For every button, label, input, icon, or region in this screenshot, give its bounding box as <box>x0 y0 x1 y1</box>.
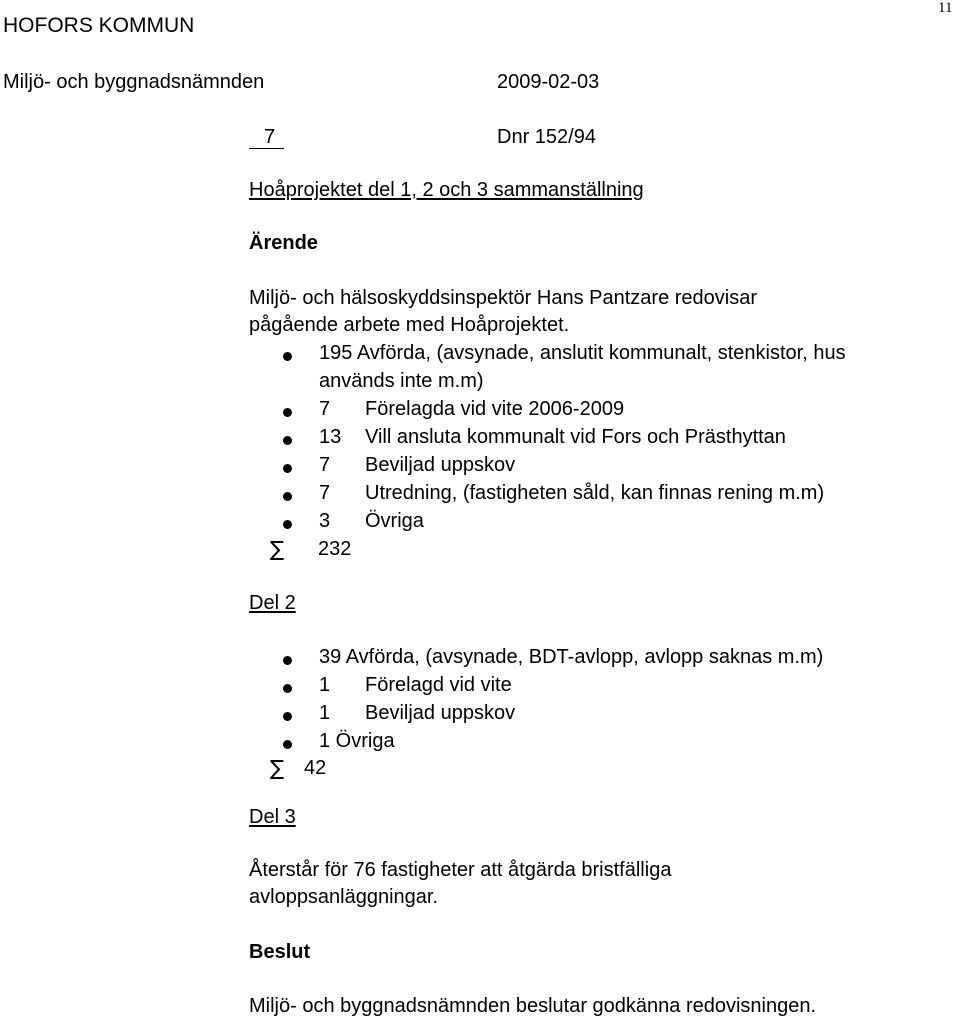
del2-item-4-text: 1 Övriga <box>319 730 395 752</box>
del1-item-5-count: 7 <box>319 482 331 504</box>
arende-intro-line1: Miljö- och hälsoskyddsinspektör Hans Pantzare redovisar <box>249 287 758 309</box>
bullet-dot <box>283 492 292 501</box>
committee-name: Miljö- och byggnadsnämnden <box>3 71 265 93</box>
organization-name: HOFORS KOMMUN <box>3 14 195 37</box>
del3-heading: Del 3 <box>249 806 296 828</box>
del1-item-2-count: 7 <box>319 398 331 420</box>
del2-item-1-text: 39 Avförda, (avsynade, BDT-avlopp, avlopp saknas m.m) <box>319 646 824 668</box>
del1-item-1-line1: 195 Avförda, (avsynade, anslutit kommunalt, stenkistor, hus <box>319 342 846 364</box>
del1-item-6-text: Övriga <box>365 510 424 532</box>
del2-item-2-count: 1 <box>319 674 331 696</box>
del1-item-4-text: Beviljad uppskov <box>365 454 516 476</box>
bullet-dot <box>283 684 292 693</box>
bullet-dot <box>283 712 292 721</box>
bullet-dot <box>283 520 292 529</box>
sum-icon: ∑ <box>270 537 285 561</box>
del1-item-2-text: Förelagda vid vite 2006-2009 <box>365 398 625 420</box>
beslut-heading: Beslut <box>249 941 311 963</box>
del3-text-line2: avloppsanläggningar. <box>249 886 439 908</box>
diary-number: Dnr 152/94 <box>497 126 596 148</box>
bullet-dot <box>283 352 292 361</box>
del3-text-line1: Återstår för 76 fastigheter att åtgärda bristfälliga <box>249 859 672 881</box>
del1-item-1-line2: används inte m.m) <box>319 370 484 392</box>
del1-item-3-count: 13 <box>319 426 342 448</box>
bullet-dot <box>283 656 292 665</box>
del2-item-3-text: Beviljad uppskov <box>365 702 516 724</box>
del2-item-2-text: Förelagd vid vite <box>365 674 512 696</box>
bullet-dot <box>283 740 292 749</box>
sum-icon: ∑ <box>270 756 285 780</box>
paragraph-number: 7 <box>264 126 276 148</box>
del2-sum: 42 <box>304 757 327 779</box>
del2-heading: Del 2 <box>249 592 296 614</box>
arende-intro-line2: pågående arbete med Hoåprojektet. <box>249 314 570 336</box>
del1-item-4-count: 7 <box>319 454 331 476</box>
del1-item-6-count: 3 <box>319 510 331 532</box>
meeting-date: 2009-02-03 <box>497 71 600 93</box>
del2-item-3-count: 1 <box>319 702 331 724</box>
bullet-dot <box>283 464 292 473</box>
subject-title: Hoåprojektet del 1, 2 och 3 sammanställning <box>249 179 644 201</box>
arende-heading: Ärende <box>249 232 318 254</box>
beslut-text: Miljö- och byggnadsnämnden beslutar godkänna redovisningen. <box>249 995 817 1017</box>
bullet-dot <box>283 408 292 417</box>
bullet-dot <box>283 436 292 445</box>
page-number: 11 <box>938 0 953 16</box>
del1-item-5-text: Utredning, (fastigheten såld, kan finnas rening m.m) <box>365 482 825 504</box>
del1-item-3-text: Vill ansluta kommunalt vid Fors och Prästhyttan <box>365 426 786 448</box>
del1-sum: 232 <box>318 538 352 560</box>
